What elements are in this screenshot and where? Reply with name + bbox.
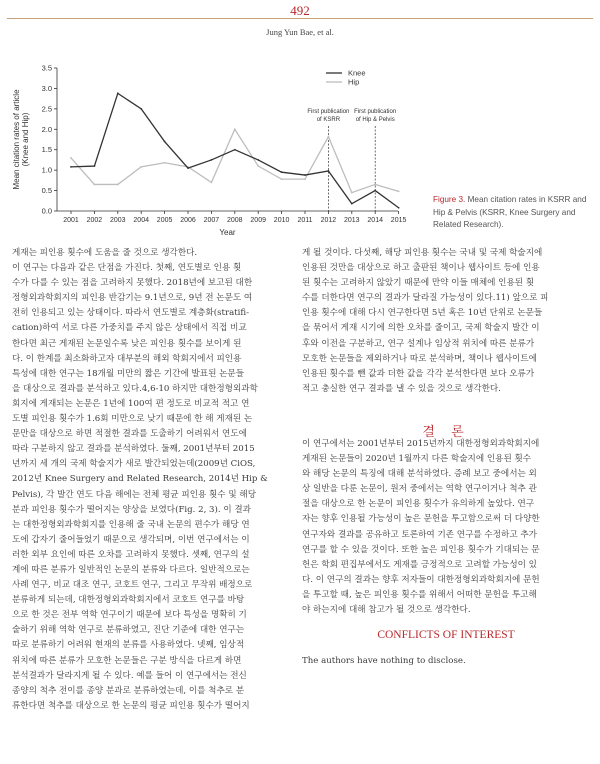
x-tick-label: 2010 — [273, 217, 290, 224]
data-point-knee — [328, 170, 330, 172]
y-tick-label: 3.0 — [41, 83, 52, 93]
body-text-line: 2012년 Knee Surgery and Related Research, 2014년 Hip & — [12, 474, 268, 485]
data-point-knee — [351, 203, 353, 205]
x-tick-label: 2003 — [110, 217, 126, 224]
body-text-line: 따라 구분하지 않고 결과를 분석하였다. 둘째, 2001년부터 2015 — [12, 444, 255, 455]
body-text-line: 분류하게 되는데, 대한정형외과학회지에서 코호트 연구를 바탕 — [12, 595, 245, 606]
body-text-line: 수가 다를 수 있는 점을 고려하지 못했다. 2018년에 보고된 대한 — [12, 278, 253, 289]
body-text-line: 인용 횟수에 대해 다시 연구한다면 5년 혹은 10년 단위로 논문들 — [302, 308, 543, 319]
body-text-line: 러한 외부 요인에 따른 오차를 고려하지 못했다. 셋째, 연구의 설 — [12, 549, 250, 560]
body-text-line: 는 대한정형외과학회지를 인용해 줄 국내 논문의 편수가 해당 연 — [12, 519, 250, 530]
data-point-knee — [187, 167, 189, 169]
conclusion-heading: 결 론 — [422, 425, 470, 440]
y-tick-label: 1.0 — [41, 165, 52, 175]
body-text-line: 회지에 게재되는 논문은 1년에 100여 편 정도로 비교적 적고 연 — [12, 398, 250, 409]
body-text-line: 술하기 위해 역학 연구로 분류하였고, 진단 기준에 대한 연구는 — [12, 625, 245, 636]
data-point-hip — [328, 136, 330, 138]
conclusion-line: 연구를 할 수 있을 것이다. 또한 높은 피인용 횟수가 기대되는 문 — [302, 544, 540, 555]
x-tick-label: 2002 — [86, 217, 103, 224]
body-text-line: 정형외과학회지의 피인용 반감기는 9.1년으로, 9년 전 논문도 여 — [12, 293, 253, 304]
running-header-authors: Jung Yun Bae, et al. — [266, 27, 334, 37]
data-point-knee — [398, 207, 400, 209]
x-tick-label: 2013 — [344, 217, 360, 224]
conclusion-line: 헌은 학회 편집부에서도 게재를 긍정적으로 고려할 가능성이 있 — [302, 559, 537, 570]
body-text-line: 분석결과가 달라지게 될 수 있다. 예를 들어 이 연구에서는 전신 — [12, 670, 247, 681]
y-tick-label: 3.5 — [41, 63, 52, 73]
body-text-line: 도별 피인용 횟수가 1.6회 미만으로 낮기 때문에 한 해 게재된 논 — [12, 414, 253, 425]
body-text-line: 다. 이 한계를 최소화하고자 대부분의 해외 학회지에서 피인용 — [12, 353, 242, 364]
conclusion-line: 다. 이 연구의 결과는 향후 저자들이 대한정형외과학회지에 문헌 — [302, 574, 540, 585]
legend-label: Hip — [348, 77, 360, 87]
data-point-hip — [374, 184, 376, 186]
x-tick-label: 2005 — [156, 217, 173, 224]
data-point-knee — [94, 165, 96, 167]
body-text-line: 따로 분류하기 어려워 현재의 분류를 사용하였다. 넷째, 임상적 — [12, 640, 245, 651]
body-text-line: 인용된 횟수를 뺀 값과 더한 값을 각각 분석한다면 보다 오류가 — [302, 368, 535, 379]
annotation-label: First publication — [307, 109, 350, 115]
body-text-line: 류한다면 척추를 대상으로 한 논문의 평균 피인용 횟수가 떨어지 — [12, 700, 250, 711]
data-point-hip — [70, 157, 72, 159]
body-text-line: 분과 피인용 횟수가 떨어지는 양상을 보였다(Fig. 2, 3). 이 결과 — [12, 504, 251, 515]
body-text-line: 이 연구는 다음과 같은 단점을 가진다. 첫째, 연도별로 인용 횟 — [12, 263, 242, 274]
conclusion-line: 자는 향후 인용될 가능성이 높은 문헌을 투고함으로써 더 다양한 — [302, 514, 540, 525]
body-text-line: 을 대상으로 결과를 분석하고 있다.4,6-10 하지만 대한정형외과학 — [12, 383, 258, 394]
body-text-line: 계에 따른 분류가 일반적인 논문의 분류와 다르다. 일반적으로는 — [12, 564, 250, 575]
data-point-knee — [164, 141, 166, 143]
body-text-line: 한다면 최근 게재된 논문일수록 낮은 피인용 횟수를 보이게 된 — [12, 338, 242, 349]
series-line-hip — [71, 129, 399, 192]
x-tick-label: 2007 — [203, 217, 220, 224]
body-text-line: 사례 연구, 비교 대조 연구, 코호트 연구, 그리고 무작위 배정으로 — [12, 580, 253, 591]
right-text-column — [302, 246, 590, 397]
x-tick-label: 2001 — [63, 217, 79, 224]
x-tick-label: 2004 — [133, 217, 149, 224]
annotation-label: of KSRR — [316, 117, 341, 123]
body-text-line: 적고 충실한 연구 결과를 낼 수 있을 것으로 생각한다. — [302, 383, 501, 394]
y-axis-label: (Knee and Hip) — [21, 112, 30, 167]
left-text-column — [12, 246, 296, 714]
body-text-line: 수를 더한다면 연구의 결과가 달라질 가능성이 있다.11) 앞으로 피 — [302, 293, 549, 304]
caption-text: Mean citation rates in KSRR and Hip & Pelvis (KSRR, Knee Surgery and Related Research). — [433, 195, 587, 229]
data-point-hip — [257, 165, 259, 167]
data-point-hip — [140, 166, 142, 168]
conclusion-line: 을 투고할 때, 높은 피인용 횟수를 위해서 어떠한 문헌을 투고해 — [302, 589, 537, 600]
data-point-hip — [211, 182, 213, 184]
data-point-hip — [351, 192, 353, 194]
conclusion-line: 게재된 논문들이 2020년 1월까지 다른 학술지에 인용된 횟수 — [302, 454, 532, 465]
body-text-line: Pelvis), 각 발간 연도 다음 해에는 전체 평균 피인용 횟수 및 해당 — [12, 489, 257, 500]
data-point-knee — [70, 166, 72, 168]
conclusion-line: 절을 대상으로 한 논문이 피인용 횟수가 유의하게 높았다. 연구 — [302, 499, 535, 510]
x-tick-label: 2011 — [297, 217, 313, 224]
x-tick-label: 2009 — [250, 217, 266, 224]
body-text-line: 년까지 세 개의 국제 학술지가 새로 발간되었는데(2009년 CiOS, — [12, 459, 256, 470]
y-axis-label: Mean citation rates of article — [12, 89, 21, 190]
annotation-label: First publication — [354, 109, 397, 115]
legend-label: Knee — [348, 68, 366, 78]
data-point-hip — [117, 184, 119, 186]
body-text-line: 을 묶어서 게재 시기에 의한 오차를 줄이고, 국제 학술지 발간 이 — [302, 323, 540, 334]
body-text-line: 인용된 것만을 대상으로 하고 출판된 책이나 웹사이트 등에 인용 — [302, 263, 540, 274]
data-point-knee — [281, 171, 283, 173]
data-point-hip — [234, 128, 236, 130]
conclusion-line: 야 하는지에 대해 참고가 될 것으로 생각한다. — [302, 605, 471, 616]
data-point-hip — [398, 190, 400, 192]
conclusion-line: 연구자와 결과를 공유하고 토론하여 기존 연구를 수정하고 추가 — [302, 529, 537, 540]
y-tick-label: 0.5 — [41, 186, 52, 196]
body-text-line: 전히 인용되고 있는 상태이다. 따라서 연도별로 계층화(stratifi- — [12, 308, 250, 319]
caption-lead: Figure 3. — [433, 195, 466, 204]
data-point-knee — [117, 92, 119, 94]
conclusion-line: 와 해당 논문의 특징에 대해 분석하였다. 증례 보고 중에서는 외 — [302, 469, 537, 480]
data-point-hip — [304, 178, 306, 180]
figure-caption — [433, 194, 595, 232]
body-text-line: 종양의 척추 전이를 종양 분과로 분류하였는데, 이를 척추로 분 — [12, 685, 245, 696]
x-tick-label: 2006 — [180, 217, 196, 224]
y-tick-label: 0.0 — [41, 206, 52, 216]
body-text-line: cation)하여 서로 다른 가중치를 주지 않은 상태에서 직접 비교 — [12, 323, 247, 334]
x-tick-label: 2014 — [367, 217, 383, 224]
data-point-knee — [234, 149, 236, 151]
x-tick-label: 2008 — [227, 217, 243, 224]
data-point-hip — [94, 184, 96, 186]
conflicts-text: The authors have nothing to disclose. — [302, 656, 466, 666]
body-text-line: 후와 이전을 구분하고, 연구 설계나 임상적 위치에 따른 분류가 — [302, 338, 535, 349]
data-point-hip — [164, 162, 166, 164]
body-text-line: 도에 갑자기 줄어들었기 때문으로 생각되며, 이번 연구에서는 이 — [12, 534, 250, 545]
annotation-label: of Hip & Pelvis — [355, 117, 395, 123]
body-text-line: 문만을 대상으로 하면 적절한 결과를 도출하기 어려워서 연도에 — [12, 429, 247, 440]
y-tick-label: 1.5 — [41, 145, 52, 155]
data-point-knee — [211, 159, 213, 161]
conclusion-text — [302, 437, 590, 618]
y-tick-label: 2.0 — [41, 124, 52, 134]
body-text-line: 된 횟수는 고려하지 않았기 때문에 만약 이들 매체에 인용된 횟 — [302, 278, 535, 289]
conflicts-heading: CONFLICTS OF INTEREST — [377, 629, 515, 641]
body-text-line: 으로 한 것은 전부 역학 연구이기 때문에 보다 특성을 명확히 기 — [12, 610, 247, 621]
body-text-line: 게 될 것이다. 다섯째, 해당 피인용 횟수는 국내 및 국제 학술지에 — [302, 248, 543, 258]
data-point-knee — [257, 159, 259, 161]
data-point-knee — [140, 108, 142, 110]
page-number: 492 — [290, 3, 310, 18]
body-text-line: 특성에 대한 연구는 18개월 미만의 짧은 기간에 발표된 논문들 — [12, 368, 245, 379]
x-tick-label: 2015 — [390, 217, 407, 224]
body-text-line: 위치에 따른 분류가 모호한 논문들은 구분 방식을 다르게 하면 — [12, 655, 242, 666]
data-point-hip — [281, 178, 283, 180]
body-text-line: 모호한 논문들을 제외하거나 따로 분석하며, 책이나 웹사이트에 — [302, 353, 537, 364]
x-axis-label: Year — [219, 228, 236, 237]
conclusion-line: 상 일반을 다룬 논문이, 원저 중에서는 역학 연구이거나 척추 관 — [302, 484, 537, 495]
x-tick-label: 2012 — [320, 217, 337, 224]
conclusion-line: 이 연구에서는 2001년부터 2015년까지 대한정형외과학회지에 — [302, 439, 540, 449]
data-point-knee — [304, 174, 306, 176]
data-point-knee — [374, 190, 376, 192]
body-text-line: 게재는 피인용 횟수에 도움을 줄 것으로 생각한다. — [12, 248, 198, 258]
y-tick-label: 2.5 — [41, 104, 52, 114]
